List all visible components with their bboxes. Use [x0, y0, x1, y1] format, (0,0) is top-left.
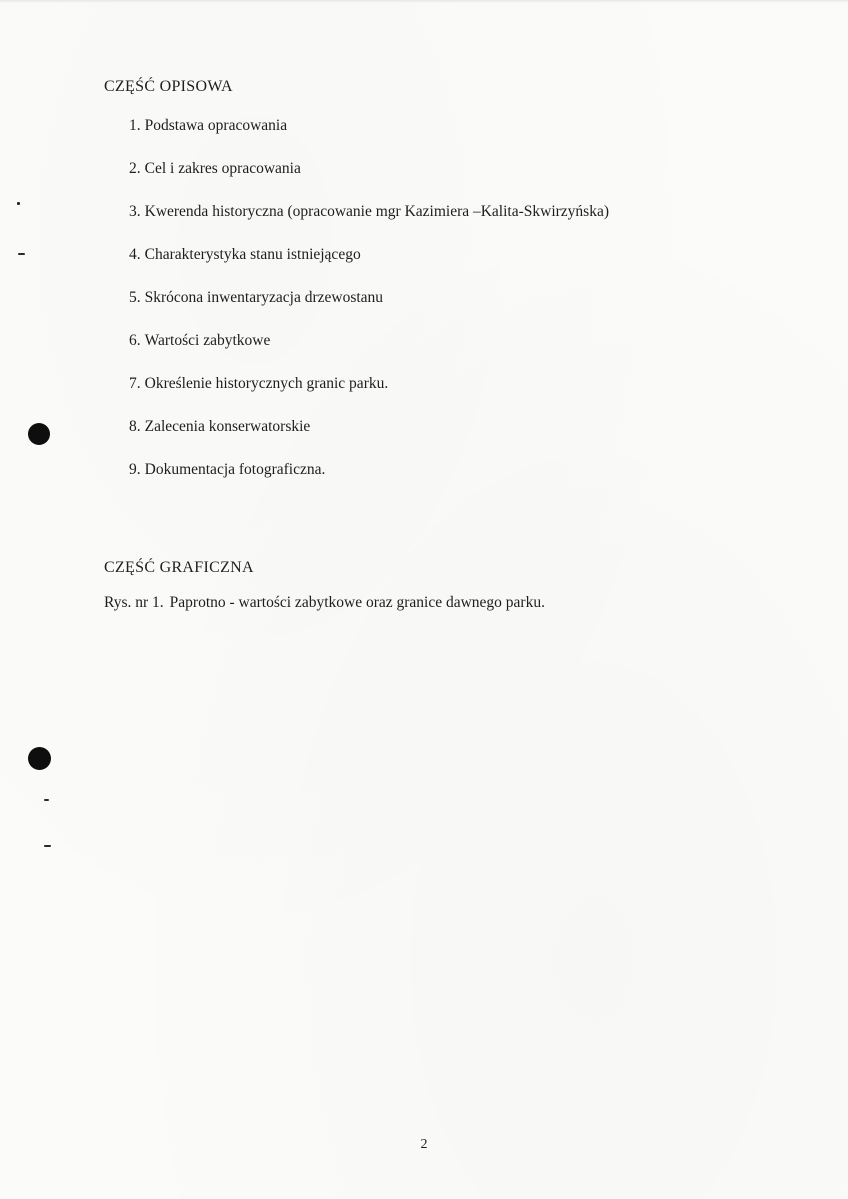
- toc-number: 9.: [129, 461, 141, 478]
- drawing-title: Paprotno - wartości zabytkowe oraz granice dawnego parku.: [169, 594, 545, 611]
- table-of-contents: [129, 117, 609, 504]
- toc-text: Wartości zabytkowe: [144, 332, 271, 349]
- toc-number: 4.: [129, 246, 141, 263]
- drawing-number: Rys. nr 1.: [104, 594, 164, 611]
- punch-hole: [28, 423, 50, 445]
- toc-text: Zalecenia konserwatorskie: [144, 418, 311, 435]
- margin-speck: [17, 202, 20, 205]
- drawing-entry: [104, 594, 545, 612]
- toc-text: Określenie historycznych granic parku.: [144, 375, 389, 392]
- toc-number: 1.: [129, 117, 141, 134]
- page-number: 2: [420, 1137, 428, 1152]
- margin-speck: [44, 845, 51, 847]
- margin-speck: [44, 799, 49, 801]
- toc-number: 7.: [129, 375, 141, 392]
- margin-speck: [18, 253, 25, 255]
- toc-item: [129, 203, 609, 246]
- toc-text: Podstawa opracowania: [144, 117, 288, 134]
- scan-top-edge: [0, 0, 848, 3]
- toc-item: [129, 246, 609, 289]
- toc-item: [129, 332, 609, 375]
- toc-text: Skrócona inwentaryzacja drzewostanu: [144, 289, 384, 306]
- toc-text: Charakterystyka stanu istniejącego: [144, 246, 361, 263]
- toc-text: Kwerenda historyczna (opracowanie mgr Kazimiera –Kalita-Skwirzyńska): [144, 203, 610, 220]
- section-heading-descriptive: CZĘŚĆ OPISOWA: [104, 78, 233, 95]
- punch-hole: [28, 747, 51, 770]
- toc-text: Cel i zakres opracowania: [144, 160, 301, 177]
- toc-item: [129, 418, 609, 461]
- toc-item: [129, 117, 609, 160]
- toc-number: 6.: [129, 332, 141, 349]
- toc-text: Dokumentacja fotograficzna.: [144, 461, 326, 478]
- toc-item: [129, 160, 609, 203]
- toc-number: 3.: [129, 203, 141, 220]
- toc-number: 8.: [129, 418, 141, 435]
- toc-number: 2.: [129, 160, 141, 177]
- toc-item: [129, 289, 609, 332]
- toc-number: 5.: [129, 289, 141, 306]
- toc-item: [129, 375, 609, 418]
- toc-item: [129, 461, 609, 504]
- section-heading-graphic: CZĘŚĆ GRAFICZNA: [104, 559, 254, 576]
